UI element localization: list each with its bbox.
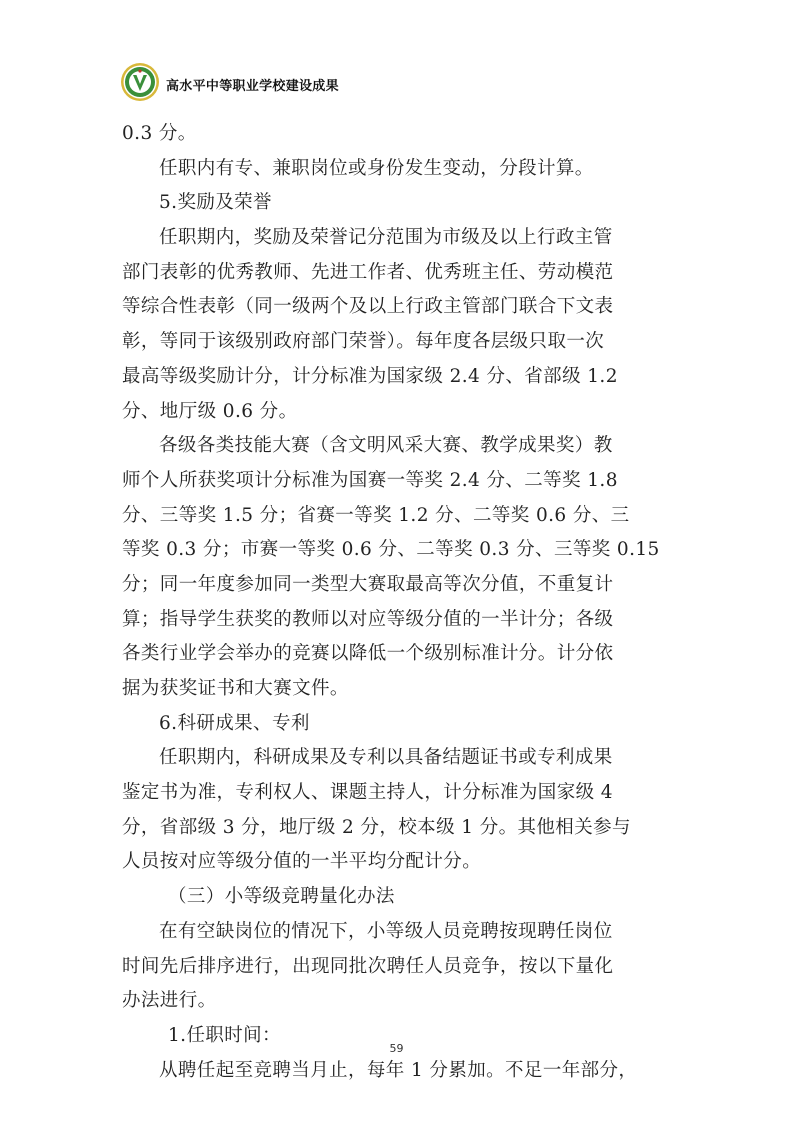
text-line: 在有空缺岗位的情况下，小等级人员竞聘按现聘任岗位	[159, 920, 613, 942]
text-line: 鉴定书为准，专利权人、课题主持人，计分标准为国家级 4	[122, 782, 613, 804]
text-line: 彰，等同于该级别政府部门荣誉）。每年度各层级只取一次	[122, 331, 605, 353]
section-heading: 1.任职时间：	[168, 1024, 281, 1046]
text-line: 分、地厅级 0.6 分。	[122, 400, 298, 422]
text-line: 据为获奖证书和大赛文件。	[122, 678, 349, 699]
section-heading: （三）小等级竞聘量化办法	[168, 886, 395, 908]
text-line: 师个人所获奖项计分标准为国赛一等奖 2.4 分、二等奖 1.8	[122, 469, 618, 491]
text-line: 时间先后排序进行，出现同批次聘任人员竞争，按以下量化	[122, 955, 614, 977]
text-line: 办法进行。	[122, 990, 217, 1012]
text-line: 各类行业学会举办的竞赛以降低一个级别标准计分。计分依	[122, 643, 614, 665]
school-logo-icon	[120, 62, 160, 102]
text-line: 0.3 分。	[122, 123, 197, 144]
text-line: 分、三等奖 1.5 分；省赛一等奖 1.2 分、二等奖 0.6 分、三	[122, 504, 630, 526]
page-header	[120, 62, 680, 102]
document-body	[122, 117, 677, 1088]
text-line: 分，省部级 3 分，地厅级 2 分，校本级 1 分。其他相关参与	[122, 816, 631, 838]
text-line: 等奖 0.3 分；市赛一等奖 0.6 分、二等奖 0.3 分、三等奖 0.15	[122, 539, 660, 561]
text-line: 分；同一年度参加同一类型大赛取最高等次分值，不重复计	[122, 573, 614, 595]
text-line: 等综合性表彰（同一级两个及以上行政主管部门联合下文表	[122, 296, 614, 318]
page-number: 59	[389, 1042, 404, 1055]
text-line: 任职期内，科研成果及专利以具备结题证书或专利成果	[159, 747, 613, 769]
section-heading: 6.科研成果、专利	[159, 712, 310, 734]
section-heading: 5.奖励及荣誉	[159, 192, 272, 214]
text-line: 各级各类技能大赛（含文明风采大赛、教学成果奖）教	[159, 435, 613, 457]
text-line: 部门表彰的优秀教师、先进工作者、优秀班主任、劳动模范	[122, 261, 614, 283]
text-line: 任职期内，奖励及荣誉记分范围为市级及以上行政主管	[159, 227, 613, 249]
header-title: 高水平中等职业学校建设成果	[166, 79, 339, 94]
text-line: 最高等级奖励计分，计分标准为国家级 2.4 分、省部级 1.2	[122, 365, 618, 387]
text-line: 算；指导学生获奖的教师以对应等级分值的一半计分；各级	[122, 608, 614, 630]
text-line: 人员按对应等级分值的一半平均分配计分。	[122, 851, 482, 873]
text-line: 从聘任起至竞聘当月止，每年 1 分累加。不足一年部分，	[159, 1059, 638, 1081]
text-line: 任职内有专、兼职岗位或身份发生变动，分段计算。	[159, 157, 594, 179]
